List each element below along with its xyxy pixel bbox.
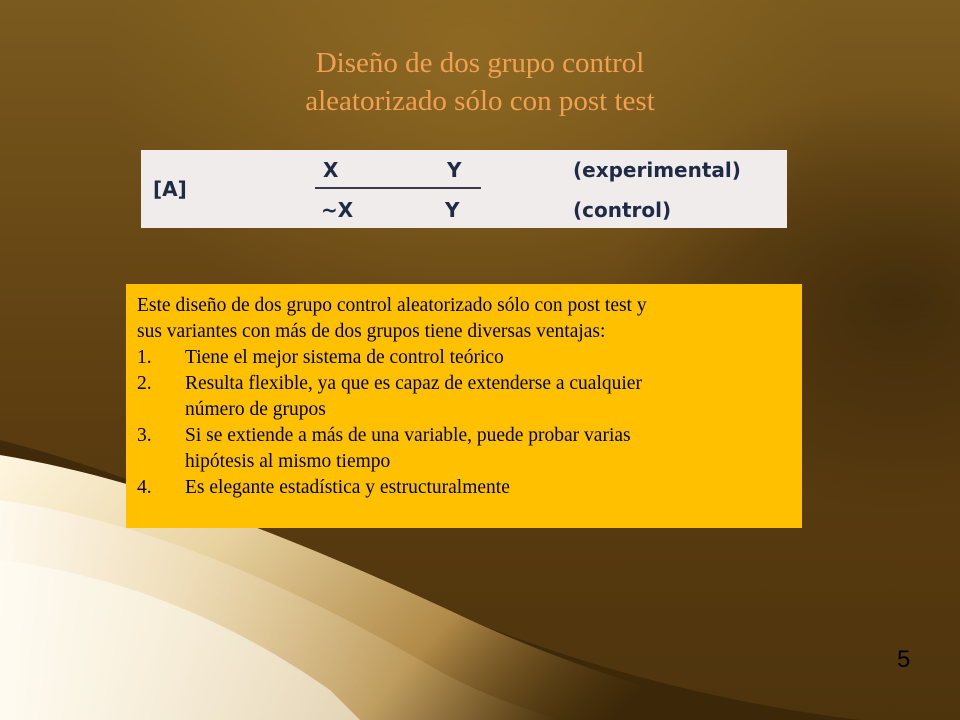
list-item — [137, 371, 792, 423]
list-item — [137, 345, 792, 371]
slide-title-line-1: Diseño de dos grupo control — [315, 47, 645, 79]
divider-line — [315, 187, 481, 189]
list-item-text: Tiene el mejor sistema de control teórico — [185, 347, 504, 368]
list-item-number: 4. — [137, 477, 152, 498]
slide-title — [0, 44, 960, 120]
list-item-number: 2. — [137, 373, 152, 394]
advantages-list — [137, 345, 792, 501]
list-item-text-continued: hipótesis al mismo tiempo — [185, 451, 391, 472]
treatment-cell: X — [323, 158, 339, 182]
list-item-text-continued: número de grupos — [185, 399, 326, 420]
list-item — [137, 423, 792, 475]
list-item-text: Si se extiende a más de una variable, puede probar varias — [185, 425, 631, 446]
list-item — [137, 475, 792, 501]
treatment-cell: ~X — [321, 198, 354, 222]
observation-cell: Y — [445, 198, 460, 222]
note-intro-line-2: sus variantes con más de dos grupos tiene diversas ventajas: — [137, 321, 606, 342]
page-number: 5 — [897, 646, 911, 673]
advantages-note — [126, 284, 802, 528]
design-notation-table — [141, 150, 787, 228]
group-cell: (experimental) — [573, 158, 741, 182]
list-item-number: 1. — [137, 347, 152, 368]
list-item-number: 3. — [137, 425, 152, 446]
list-item-text: Resulta flexible, ya que es capaz de extenderse a cualquier — [185, 373, 642, 394]
slide-title-line-2: aleatorizado sólo con post test — [305, 85, 655, 117]
note-intro-line-1: Este diseño de dos grupo control aleatorizado sólo con post test y — [137, 295, 647, 316]
group-cell: (control) — [573, 198, 672, 222]
group-label: [A] — [153, 177, 187, 201]
list-item-text: Es elegante estadística y estructuralmente — [185, 477, 510, 498]
observation-cell: Y — [447, 158, 462, 182]
